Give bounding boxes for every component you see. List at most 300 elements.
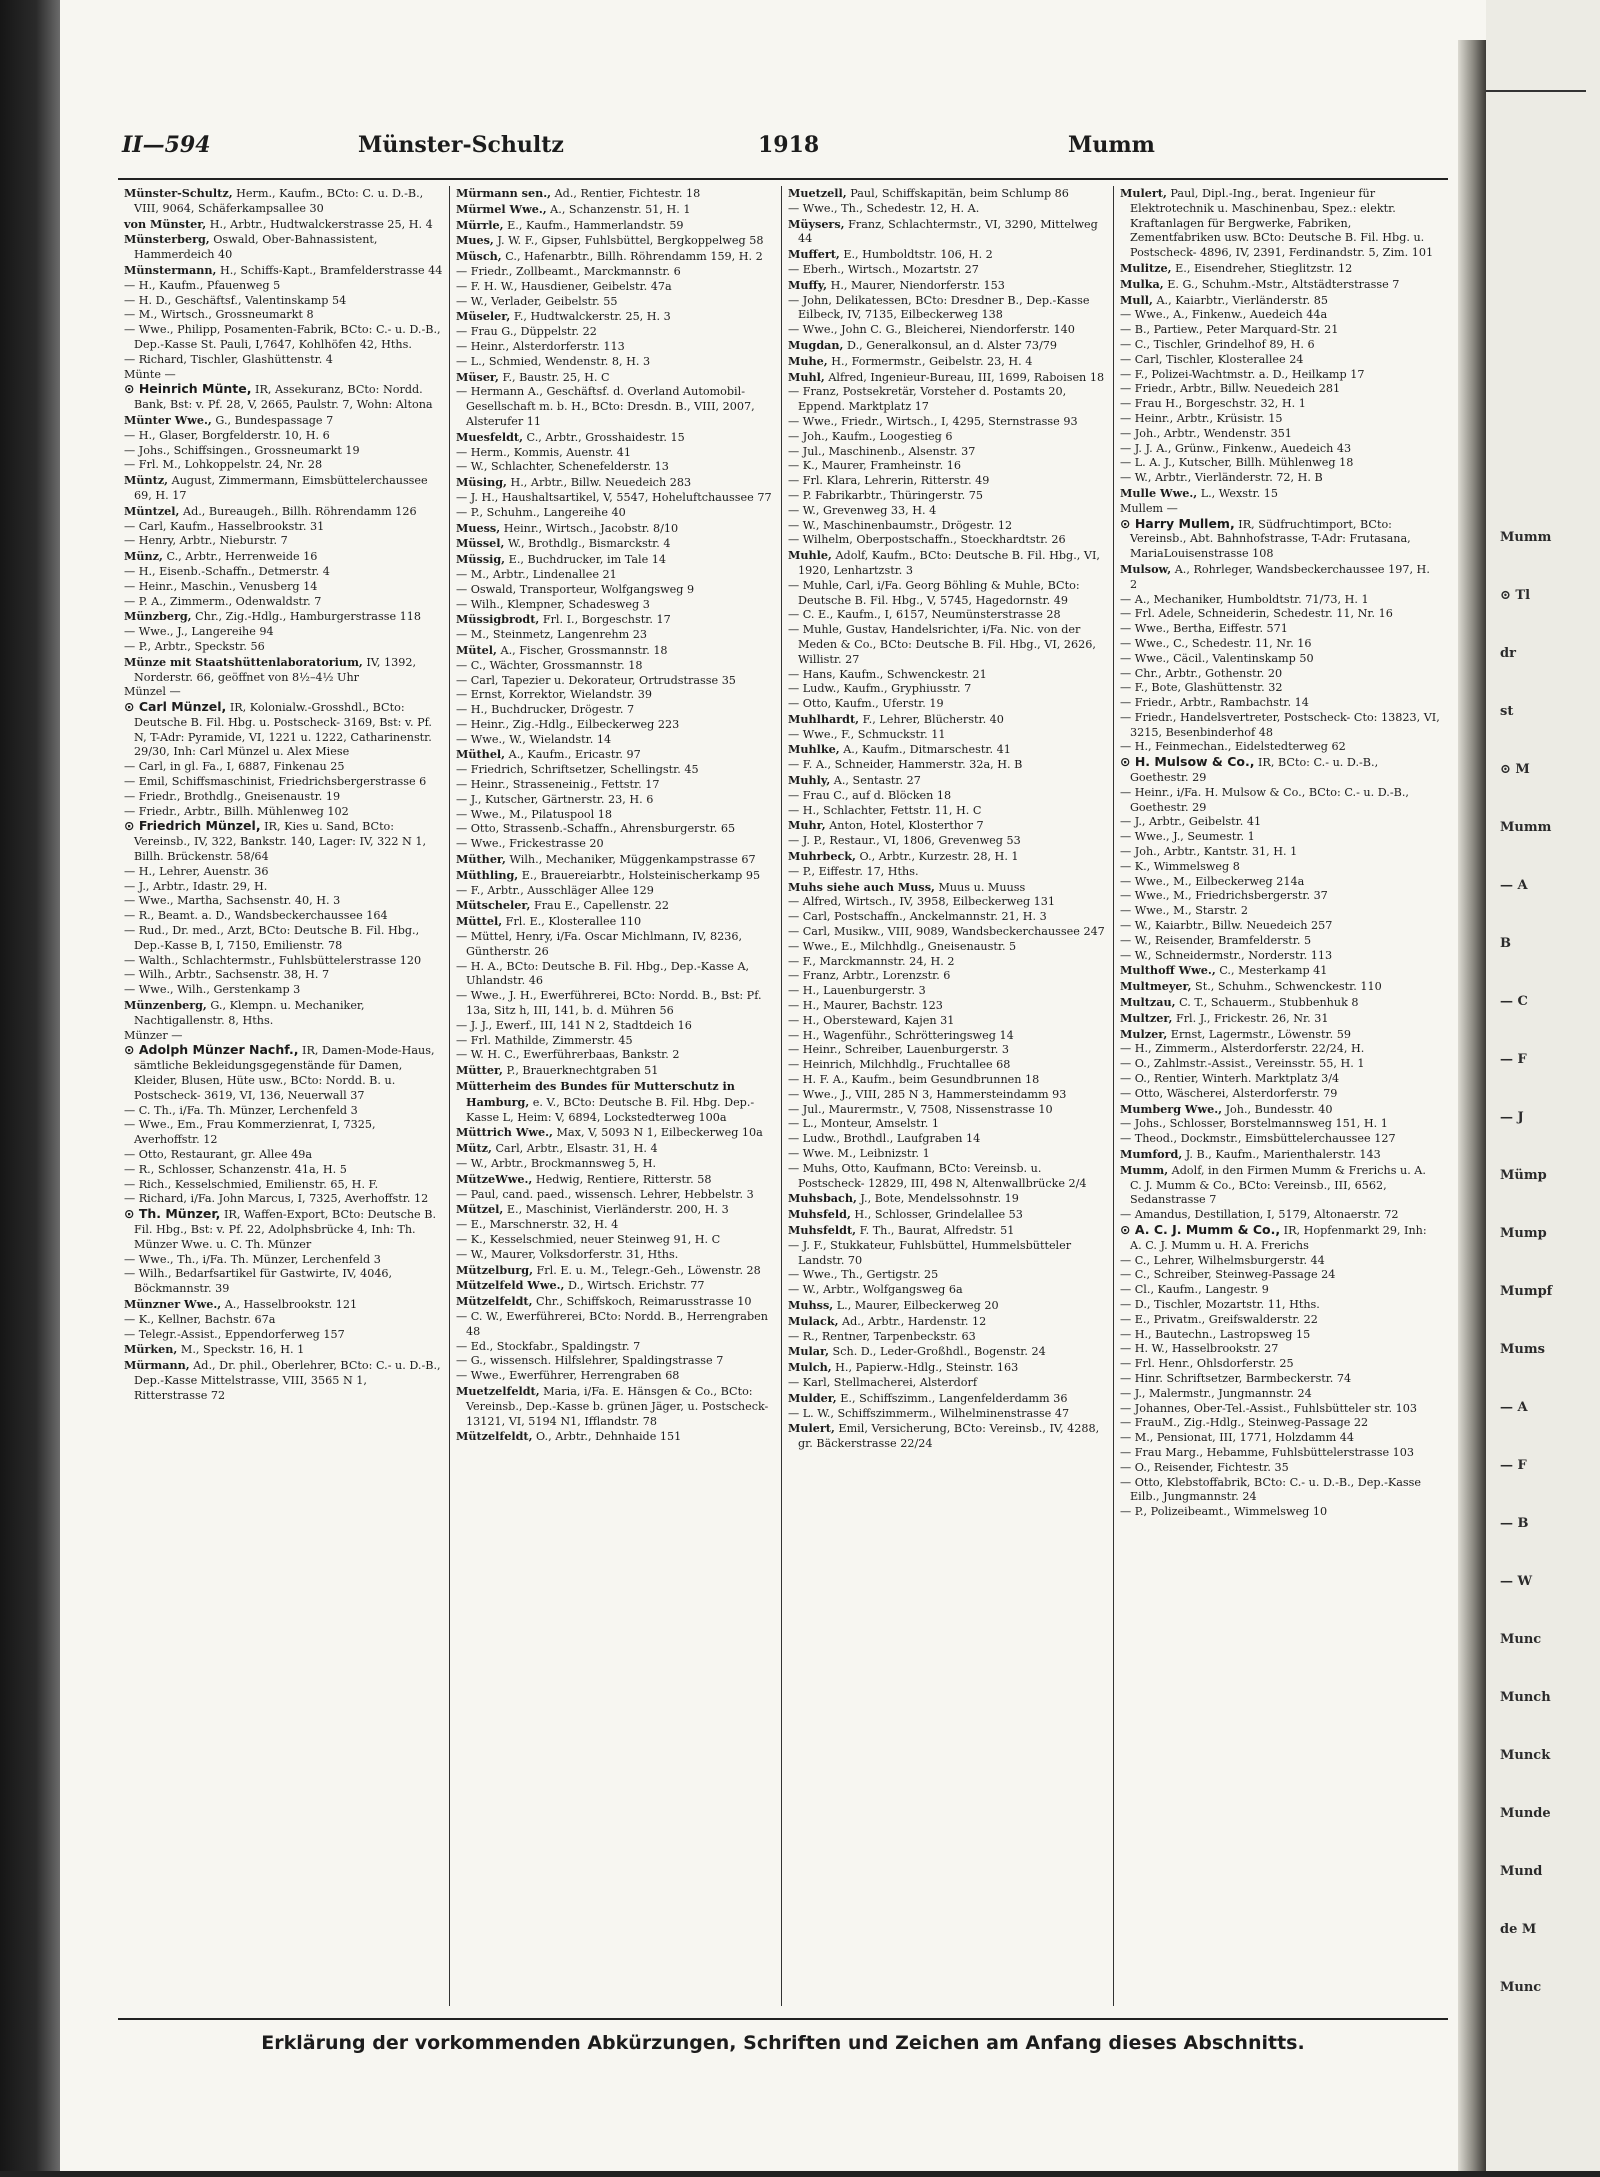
directory-entry: — Rud., Dr. med., Arzt, BCto: Deutsche B. Fil. Hbg., Dep.-Kasse B, I, 7150, Emilienstr. 78 — [124, 924, 420, 952]
directory-entry: — Friedr., Arbtr., Billw. Neuedeich 281 — [1120, 382, 1341, 396]
entry-details: Ad., Rentier, Fichtestr. 18 — [551, 187, 701, 200]
entry-details: H., Maurer, Niendorferstr. 153 — [827, 278, 1005, 292]
column-2 — [450, 186, 782, 2006]
directory-entry: — L. W., Schiffszimmerm., Wilhelminenstrasse 47 — [788, 1406, 1070, 1420]
directory-entry: — H., Bautechn., Lastropsweg 15 — [1120, 1327, 1311, 1341]
directory-entry: — R., Rentner, Tarpenbeckstr. 63 — [788, 1329, 976, 1343]
entry-name: Multhoff Wwe., — [1120, 963, 1216, 978]
entry-name: Muhl, — [788, 369, 825, 384]
entry-details: Paul, Dipl.-Ing., berat. Ingenieur für Elektrotechnik u. Maschinenbau, Spez.: elektr. Kraftanlagen für Bergwerke, Fabriken, Zementfabriken usw. BCto: Deutsche B. Fil. Hbg. u. Postscheck- 4896, IV, 2391, Ferdinandstr. 5, Zim. 101 — [1130, 187, 1434, 260]
directory-entry: — Wwe., Th., Gertigstr. 25 — [788, 1268, 939, 1282]
directory-entry — [456, 309, 775, 325]
entry-name: Mürmann, — [124, 1358, 190, 1373]
edition-year: 1918 — [758, 132, 820, 158]
directory-entry: — Otto, Restaurant, gr. Allee 49a — [124, 1148, 313, 1161]
entry-range: Münster-Schultz — [358, 132, 564, 158]
entry-details: Emil, Versicherung, BCto: Vereinsb., IV, 4288, gr. Bäckerstrasse 22/24 — [798, 1422, 1100, 1451]
entry-name: Münzner Wwe., — [124, 1296, 222, 1311]
directory-entry: — C., Lehrer, Wilhelmsburgerstr. 44 — [1120, 1253, 1325, 1267]
entry-details: Chr., Zig.-Hdlg., Hamburgerstrasse 118 — [191, 610, 421, 624]
directory-entry: — Heinr., i/Fa. H. Mulsow & Co., BCto: C.- u. D.-B., Goethestr. 29 — [1120, 785, 1409, 814]
directory-entry: — P., Polizeibeamt., Wimmelsweg 10 — [1120, 1505, 1328, 1519]
entry-name: Münze mit Staatshüttenlaboratorium, — [124, 654, 363, 669]
adjacent-fragment: Munc — [1500, 1980, 1542, 1995]
directory-entry — [456, 249, 775, 265]
directory-entry: — Jul., Maurermstr., V, 7508, Nissenstrasse 10 — [788, 1102, 1053, 1116]
entry-name: Mulack, — [788, 1313, 839, 1328]
entry-details: Alfred, Ingenieur-Bureau, III, 1699, Raboisen 18 — [824, 370, 1105, 384]
directory-entry: — D., Tischler, Mozartstr. 11, Hths. — [1120, 1297, 1320, 1311]
entry-details: F., Lehrer, Blücherstr. 40 — [859, 712, 1004, 726]
directory-columns — [118, 186, 1448, 2006]
entry-name: Münster-Schultz, — [124, 186, 233, 200]
entry-name: Müttel, — [456, 914, 503, 929]
directory-entry — [1120, 562, 1440, 593]
directory-entry: — Otto, Klebstoffabrik, BCto: C.- u. D.-B., Dep.-Kasse Eilb., Jungmannstr. 24 — [1120, 1475, 1421, 1504]
entry-name: Müther, — [456, 852, 506, 867]
directory-entry: — Wwe., Wilh., Gerstenkamp 3 — [124, 983, 301, 997]
directory-entry: — Wwe., Cäcil., Valentinskamp 50 — [1120, 651, 1314, 665]
entry-details: Frl. E., Klosterallee 110 — [502, 915, 642, 929]
directory-entry: — L., Monteur, Amselstr. 1 — [788, 1117, 940, 1131]
directory-entry — [456, 643, 775, 659]
entry-name: Münzberg, — [124, 609, 192, 624]
entry-name: Muesfeldt, — [456, 429, 523, 444]
directory-entry: — F. A., Schneider, Hammerstr. 32a, H. B — [788, 758, 1023, 772]
entry-details: August, Zimmermann, Eimsbüttelerchaussee 69, H. 17 — [134, 474, 428, 502]
directory-entry — [1120, 293, 1440, 309]
header-rule — [118, 178, 1448, 180]
directory-entry: — C., Wächter, Grossmannstr. 18 — [456, 658, 643, 672]
directory-entry — [788, 247, 1107, 263]
directory-entry — [456, 1294, 775, 1310]
entry-details: D., Generalkonsul, an d. Alster 73/79 — [843, 338, 1057, 352]
column-3 — [782, 186, 1114, 2006]
entry-details: E., Eisendreher, Stieglitzstr. 12 — [1171, 261, 1353, 275]
directory-entry: — J. F., Stukkateur, Fuhlsbüttel, Hummelsbütteler Landstr. 70 — [788, 1238, 1072, 1267]
directory-entry: — Franz, Postsekretär, Vorsteher d. Postamts 20, Eppend. Marktplatz 17 — [788, 385, 1067, 414]
entry-details: C., Arbtr., Herrenweide 16 — [162, 550, 318, 564]
directory-entry: — P., Arbtr., Speckstr. 56 — [124, 639, 265, 653]
directory-entry: — Heinr., Schreiber, Lauenburgerstr. 3 — [788, 1043, 1009, 1057]
directory-entry — [124, 1297, 443, 1313]
directory-entry: — Wwe., A., Finkenw., Auedeich 44a — [1120, 308, 1328, 322]
entry-details: St., Schuhm., Schwenckestr. 110 — [1191, 980, 1382, 994]
entry-details: Ad., Arbtr., Hardenstr. 12 — [838, 1314, 987, 1328]
directory-entry — [1120, 1147, 1440, 1163]
directory-entry: — H., Eisenb.-Schaffn., Detmerstr. 4 — [124, 564, 330, 578]
entry-details: E., Brauereiarbtr., Holsteinischerkamp 95 — [518, 868, 761, 882]
directory-entry — [456, 370, 775, 386]
entry-name: Mützelburg, — [456, 1262, 533, 1277]
entry-details: A., Fischer, Grossmannstr. 18 — [496, 643, 668, 657]
adjacent-page-header-rule — [1486, 90, 1586, 92]
book-gutter — [1458, 40, 1486, 2177]
entry-name: Muhsfeld, — [788, 1207, 851, 1222]
directory-entry: — H., Feinmechan., Eidelstedterweg 62 — [1120, 740, 1346, 754]
entry-details: IR, Damen-Mode-Haus, sämtliche Bekleidungsgegenstände für Damen, Kleider, Blusen, Hüte usw., BCto: Nordd. B. u. Postscheck- 3619, VI, 136, Neuerwall 37 — [134, 1044, 435, 1102]
entry-details: E., Kaufm., Hammerlandstr. 59 — [503, 218, 684, 232]
directory-entry: — K., Wimmelsweg 8 — [1120, 859, 1240, 873]
directory-entry — [456, 898, 775, 914]
entry-name: Mützelfeldt, — [456, 1294, 533, 1309]
directory-entry: — Friedr., Handelsvertreter, Postscheck- Cto: 13823, VI, 3215, Besenbinderhof 48 — [1120, 710, 1440, 739]
directory-entry — [788, 1314, 1107, 1330]
directory-entry — [124, 263, 443, 279]
directory-entry — [456, 868, 775, 884]
directory-entry: — Heinr., Maschin., Venusberg 14 — [124, 579, 318, 593]
directory-entry: — Eberh., Wirtsch., Mozartstr. 27 — [788, 262, 979, 276]
directory-entry — [1120, 995, 1440, 1011]
directory-entry — [456, 1429, 775, 1445]
entry-name: Muffy, — [788, 277, 828, 292]
directory-entry: Münzel — — [124, 685, 181, 699]
adjacent-fragment: Munc — [1500, 1632, 1542, 1647]
entry-name: Muhss, — [788, 1297, 834, 1312]
entry-details: Muus u. Muuss — [934, 880, 1026, 894]
entry-name: MützeWwe., — [456, 1171, 533, 1186]
entry-name: Mulle Wwe., — [1120, 485, 1198, 500]
entry-name: Münstermann, — [124, 262, 217, 277]
entry-name: Mulder, — [788, 1390, 837, 1405]
entry-name: Müthel, — [456, 747, 506, 762]
entry-details: IR, Südfruchtimport, BCto: Vereinsb., Abt. Bahnhofstrasse, T-Adr: Frutasana, MariaLouisenstrasse 108 — [1130, 517, 1411, 561]
directory-entry: — W., Schneidermstr., Norderstr. 113 — [1120, 948, 1333, 962]
directory-entry: — H., Buchdrucker, Drögestr. 7 — [456, 703, 635, 717]
directory-entry: — Frau H., Borgeschstr. 32, H. 1 — [1120, 397, 1306, 411]
directory-entry: — K., Kellner, Bachstr. 67a — [124, 1312, 276, 1326]
directory-entry: — Frau G., Düppelstr. 22 — [456, 325, 597, 339]
entry-details: Joh., Bundesstr. 40 — [1222, 1102, 1333, 1116]
entry-details: G., Klempn. u. Mechaniker, Nachtigallenstr. 8, Hths. — [134, 999, 365, 1027]
directory-entry: — W., Maurer, Volksdorferstr. 31, Hths. — [456, 1247, 679, 1261]
directory-entry: — Wwe., M., Starstr. 2 — [1120, 904, 1248, 918]
directory-entry — [1120, 1011, 1440, 1027]
directory-entry: — Carl, Postschaffn., Anckelmannstr. 21, H. 3 — [788, 910, 1047, 924]
directory-entry: — Frl. Adele, Schneiderin, Schedestr. 11, Nr. 16 — [1120, 607, 1393, 621]
directory-entry — [788, 1421, 1107, 1452]
footer-note: Erklärung der vorkommenden Abkürzungen, Schriften und Zeichen am Anfang dieses Abschnitts. — [261, 2032, 1305, 2054]
entry-details: Franz, Schlachtermstr., VI, 3290, Mittelweg 44 — [798, 217, 1098, 246]
directory-entry: — J. P., Restaur., VI, 1806, Grevenweg 53 — [788, 834, 1021, 848]
entry-name: ⊙ H. Mulsow & Co., — [1120, 754, 1255, 770]
directory-entry: — Richard, Tischler, Glashüttenstr. 4 — [124, 352, 333, 366]
directory-entry: — Muhle, Gustav, Handelsrichter, i/Fa. Nic. von der Meden & Co., BCto: Deutsche B. Fil. Hbg., VI, 2626, Willistr. 27 — [788, 623, 1096, 666]
entry-name: Müsch, — [456, 249, 502, 264]
directory-entry — [124, 186, 443, 217]
entry-name: Müysers, — [788, 216, 845, 231]
entry-details: G., Bundespassage 7 — [211, 413, 334, 427]
directory-entry: — Otto, Wäscherei, Alsterdorferstr. 79 — [1120, 1086, 1338, 1100]
directory-entry: — Wwe., J. H., Ewerführerei, BCto: Nordd. B., Bst: Pf. 13a, Sitz h, III, 141, b. d. Mühren 56 — [456, 989, 762, 1018]
entry-name: ⊙ Th. Münzer, — [124, 1206, 221, 1222]
page-number: II—594 — [122, 132, 211, 158]
directory-entry: — Friedr., Arbtr., Billh. Mühlenweg 102 — [124, 804, 349, 818]
entry-name: Mütter, — [456, 1063, 503, 1078]
directory-entry — [124, 232, 443, 263]
entry-name: Multzau, — [1120, 995, 1176, 1010]
entry-details: D., Wirtsch. Erichstr. 77 — [564, 1279, 705, 1293]
entry-name: Mürmel Wwe., — [456, 201, 547, 216]
directory-entry — [788, 818, 1107, 834]
directory-entry — [788, 1223, 1107, 1239]
directory-entry: — H., Lehrer, Auenstr. 36 — [124, 864, 269, 878]
directory-entry: — H. F. A., Kaufm., beim Gesundbrunnen 18 — [788, 1073, 1040, 1087]
entry-name: Muhlke, — [788, 742, 840, 757]
entry-name: Muetzelfeldt, — [456, 1383, 540, 1398]
directory-entry — [1120, 1027, 1440, 1043]
entry-details: IR, Kies u. Sand, BCto: Vereinsb., IV, 322, Bankstr. 140, Lager: IV, 322 N 1, Billh. Brückenstr. 58/64 — [134, 820, 427, 864]
directory-entry: — Carl, Kaufm., Hasselbrookstr. 31 — [124, 519, 325, 533]
entry-details: P., Brauerknechtgraben 51 — [502, 1064, 659, 1078]
entry-name: Müthling, — [456, 867, 519, 882]
directory-entry: — L. A. J., Kutscher, Billh. Mühlenweg 18 — [1120, 456, 1354, 470]
entry-name: Münz, — [124, 549, 163, 564]
entry-name: Mürmann sen., — [456, 186, 552, 200]
entry-details: IR, Kolonialw.-Grosshdl., BCto: Deutsche B. Fil. Hbg. u. Postscheck- 3169, Bst: v. Pf. N, T-Adr: Pyramide, VI, 1221 u. 1222, Catharinenstr. 29/30, Inh: Carl Münzel u. Alex Miese — [134, 701, 432, 759]
directory-entry: — Wwe., Frickestrasse 20 — [456, 837, 604, 851]
adjacent-fragment: B — [1500, 936, 1511, 951]
entry-details: Wilh., Mechaniker, Müggenkampstrasse 67 — [505, 853, 756, 867]
directory-entry — [456, 1278, 775, 1294]
directory-entry: — P., Eiffestr. 17, Hths. — [788, 864, 919, 878]
directory-entry — [124, 1207, 443, 1252]
directory-entry: — Wwe., Friedr., Wirtsch., I, 4295, Sternstrasse 93 — [788, 414, 1078, 428]
directory-entry — [1120, 1163, 1440, 1208]
directory-entry: — C. E., Kaufm., I, 6157, Neumünsterstrasse 28 — [788, 608, 1061, 622]
directory-entry — [1120, 1223, 1440, 1254]
directory-page — [118, 120, 1448, 2110]
entry-details: W., Brothdlg., Bismarckstr. 4 — [504, 537, 671, 551]
adjacent-fragment: Mumpf — [1500, 1284, 1553, 1299]
directory-entry — [456, 536, 775, 552]
entry-name: Mützelfeldt, — [456, 1429, 533, 1444]
entry-details: O., Arbtr., Dehnhaide 151 — [532, 1430, 682, 1444]
directory-entry: — W., Kaiarbtr., Billw. Neuedeich 257 — [1120, 919, 1333, 933]
directory-entry — [124, 819, 443, 864]
directory-entry: — Frl. Mathilde, Zimmerstr. 45 — [456, 1033, 633, 1047]
directory-entry — [124, 1043, 443, 1103]
directory-entry — [456, 1202, 775, 1218]
entry-details: Carl, Arbtr., Elsastr. 31, H. 4 — [491, 1142, 658, 1156]
entry-name: Mulert, — [788, 1421, 835, 1436]
entry-name: Muhsbach, — [788, 1191, 857, 1206]
directory-entry: — Wilhelm, Oberpostschaffn., Stoeckhardtstr. 26 — [788, 533, 1066, 547]
directory-entry: — E., Marschnerstr. 32, H. 4 — [456, 1218, 619, 1232]
directory-entry — [124, 549, 443, 565]
directory-entry: — FrauM., Zig.-Hdlg., Steinweg-Passage 22 — [1120, 1416, 1369, 1430]
adjacent-fragment: ⊙ M — [1500, 762, 1530, 777]
directory-entry: — Frau C., auf d. Blöcken 18 — [788, 788, 952, 802]
entry-details: E., Maschinist, Vierländerstr. 200, H. 3 — [503, 1203, 729, 1217]
directory-entry: Münte — — [124, 367, 176, 381]
directory-entry: — Wwe., Martha, Sachsenstr. 40, H. 3 — [124, 894, 341, 908]
directory-entry: — Müttel, Henry, i/Fa. Oscar Michlmann, IV, 8236, Güntherstr. 26 — [456, 930, 743, 958]
directory-entry — [124, 1358, 443, 1403]
entry-details: H., Schlosser, Grindelallee 53 — [850, 1208, 1023, 1222]
entry-details: IR, Assekuranz, BCto: Nordd. Bank, Bst: v. Pf. 28, V, 2665, Paulstr. 7, Wohn: Altona — [134, 383, 433, 412]
entry-name: Münzenberg, — [124, 998, 207, 1013]
entry-details: E. G., Schuhm.-Mstr., Altstädterstrasse 7 — [1163, 277, 1400, 291]
directory-entry: — W., Maschinenbaumstr., Drögestr. 12 — [788, 518, 1013, 532]
directory-entry: — H. W., Hasselbrookstr. 27 — [1120, 1342, 1279, 1356]
entry-name: Mumford, — [1120, 1147, 1183, 1161]
adjacent-fragment: Mund — [1500, 1864, 1543, 1879]
directory-entry — [456, 202, 775, 218]
directory-entry — [456, 521, 775, 537]
entry-details: e. V., BCto: Deutsche B. Fil. Hbg. Dep.-Kasse L, Heim: V, 6894, Lockstedterweg 100a — [466, 1095, 755, 1124]
directory-entry: — Theod., Dockmstr., Eimsbüttelerchaussee 127 — [1120, 1132, 1396, 1146]
directory-entry: — F., Arbtr., Ausschläger Allee 129 — [456, 883, 654, 897]
directory-entry: — Carl, Tapezier u. Dekorateur, Ortrudstrasse 35 — [456, 673, 736, 687]
directory-entry — [456, 612, 775, 628]
directory-entry — [124, 413, 443, 429]
entry-name: Muhe, — [788, 353, 828, 368]
directory-entry: — Wwe., Ewerführer, Herrengraben 68 — [456, 1369, 680, 1383]
directory-entry — [456, 914, 775, 930]
directory-entry: — John, Delikatessen, BCto: Dresdner B., Dep.-Kasse Eilbeck, IV, 7135, Eilbeckerweg 138 — [788, 293, 1090, 322]
directory-entry: — Wwe., Bertha, Eiffestr. 571 — [1120, 622, 1288, 636]
directory-entry — [456, 186, 775, 202]
directory-entry: — Hinr. Schriftsetzer, Barmbeckerstr. 74 — [1120, 1371, 1352, 1385]
directory-entry: — Frl. Klara, Lehrerin, Ritterstr. 49 — [788, 474, 990, 488]
directory-entry: Mullem — — [1120, 501, 1178, 515]
directory-entry — [124, 700, 443, 760]
adjacent-page-fragment — [1486, 0, 1600, 2177]
directory-entry: — Joh., Arbtr., Kantstr. 31, H. 1 — [1120, 845, 1298, 859]
directory-entry: — Joh., Kaufm., Loogestieg 6 — [788, 429, 953, 443]
entry-name: Mütscheler, — [456, 898, 531, 913]
directory-entry — [788, 370, 1107, 386]
directory-entry: — Emil, Schiffsmaschinist, Friedrichsbergerstrasse 6 — [124, 775, 427, 789]
directory-entry: — Ed., Stockfabr., Spaldingstr. 7 — [456, 1339, 641, 1353]
directory-entry — [788, 186, 1107, 202]
adjacent-fragment: st — [1500, 704, 1514, 719]
entry-details: E., Buchdrucker, im Tale 14 — [505, 553, 666, 567]
entry-range-end: Mumm — [1068, 132, 1155, 158]
directory-entry — [456, 552, 775, 568]
directory-entry: — Wwe., M., Pilatuspool 18 — [456, 807, 613, 821]
directory-entry: — Wwe. M., Leibnizstr. 1 — [788, 1147, 930, 1160]
column-4 — [1114, 186, 1446, 2006]
directory-entry: — Otto, Kaufm., Uferstr. 19 — [788, 697, 944, 711]
entry-details: M., Speckstr. 16, H. 1 — [177, 1343, 305, 1357]
directory-entry: — W., Grevenweg 33, H. 4 — [788, 503, 937, 517]
entry-name: Müssel, — [456, 536, 505, 551]
entry-details: Frl. J., Frickestr. 26, Nr. 31 — [1172, 1011, 1329, 1025]
adjacent-fragment: — A — [1500, 878, 1528, 893]
directory-entry: — H., Obersteward, Kajen 31 — [788, 1013, 955, 1027]
entry-details: Chr., Schiffskoch, Reimarusstrasse 10 — [532, 1295, 752, 1309]
entry-name: Mulch, — [788, 1360, 832, 1375]
entry-details: Adolf, Kaufm., BCto: Deutsche B. Fil. Hbg., VI, 1920, Lenhartzstr. 3 — [798, 549, 1100, 577]
directory-entry: — C. W., Ewerführerei, BCto: Nordd. B., Herrengraben 48 — [456, 1309, 768, 1338]
directory-entry: — Richard, i/Fa. John Marcus, I, 7325, Averhoffstr. 12 — [124, 1192, 429, 1206]
directory-entry: — Carl, Musikw., VIII, 9089, Wandsbeckerchaussee 247 — [788, 925, 1105, 939]
directory-entry — [124, 217, 443, 233]
entry-details: A., Kaufm., Ericastr. 97 — [505, 748, 641, 762]
directory-entry: — Friedr., Arbtr., Rambachstr. 14 — [1120, 696, 1309, 710]
entry-details: F., Baustr. 25, H. C — [498, 370, 610, 384]
directory-entry — [788, 1344, 1107, 1360]
entry-name: Multmeyer, — [1120, 979, 1192, 994]
adjacent-fragment: Mums — [1500, 1342, 1545, 1357]
footer-rule — [118, 2018, 1448, 2020]
entry-name: ⊙ Adolph Münzer Nachf., — [124, 1042, 299, 1058]
entry-details: Frl. I., Borgeschstr. 17 — [539, 613, 671, 627]
directory-entry: — J. J. A., Grünw., Finkenw., Auedeich 43 — [1120, 441, 1352, 455]
entry-details: A., Kaufm., Ditmarschestr. 41 — [839, 743, 1011, 757]
entry-details: Adolf, in den Firmen Mumm & Frerichs u. A. C. J. Mumm & Co., BCto: Vereinsb., III, 6562, Sedanstrasse 7 — [1130, 1163, 1426, 1207]
directory-entry: — Oswald, Transporteur, Wolfgangsweg 9 — [456, 582, 695, 596]
directory-entry: — J., Arbtr., Idastr. 29, H. — [124, 879, 268, 893]
directory-entry: — F., Bote, Glashüttenstr. 32 — [1120, 681, 1283, 695]
entry-details: A., Schanzenstr. 51, H. 1 — [546, 202, 691, 216]
entry-details: IR, Waffen-Export, BCto: Deutsche B. Fil. Hbg., Bst: v. Pf. 22, Adolphsbrücke 4, Inh: Th. Münzer Wwe. u. C. Th. Münzer — [134, 1208, 437, 1251]
directory-entry: — R., Beamt. a. D., Wandsbeckerchaussee 164 — [124, 909, 388, 923]
entry-details: L., Wexstr. 15 — [1197, 486, 1279, 500]
directory-entry: — M., Pensionat, III, 1771, Holzdamm 44 — [1120, 1431, 1355, 1445]
entry-details: A., Sentastr. 27 — [830, 774, 921, 788]
directory-entry: — F., Marckmannstr. 24, H. 2 — [788, 954, 955, 968]
entry-details: J., Bote, Mendelssohnstr. 19 — [856, 1192, 1019, 1206]
directory-entry — [1120, 963, 1440, 979]
entry-details: C., Mesterkamp 41 — [1215, 964, 1328, 978]
directory-entry: — Johannes, Ober-Tel.-Assist., Fuhlsbütteler str. 103 — [1120, 1401, 1417, 1415]
directory-entry: — H., Lauenburgerstr. 3 — [788, 984, 926, 998]
directory-entry — [1120, 486, 1440, 502]
directory-entry: — M., Steinmetz, Langenrehm 23 — [456, 628, 648, 642]
entry-name: Müseler, — [456, 309, 511, 324]
entry-details: Maria, i/Fa. E. Hänsgen & Co., BCto: Vereinsb., Dep.-Kasse b. grünen Jäger, u. Postscheck- 13121, VI, 5194 N1, Ifflandstr. 78 — [466, 1384, 769, 1428]
entry-name: ⊙ Friedrich Münzel, — [124, 818, 261, 834]
directory-entry: — Wwe., M., Friedrichsbergerstr. 37 — [1120, 889, 1328, 903]
adjacent-fragment: ⊙ Tl — [1500, 588, 1531, 603]
entry-details: H., Papierw.-Hdlg., Steinstr. 163 — [831, 1361, 1019, 1375]
directory-entry: — O., Zahlmstr.-Assist., Vereinsstr. 55, H. 1 — [1120, 1057, 1365, 1071]
adjacent-fragment: de M — [1500, 1922, 1537, 1937]
directory-entry: — Alfred, Wirtsch., IV, 3958, Eilbeckerweg 131 — [788, 895, 1056, 909]
entry-details: Anton, Hotel, Klosterthor 7 — [825, 819, 984, 833]
entry-name: Muhlhardt, — [788, 711, 860, 726]
directory-entry: — C. Th., i/Fa. Th. Münzer, Lerchenfeld 3 — [124, 1103, 358, 1117]
directory-entry: — Franz, Arbtr., Lorenzstr. 6 — [788, 969, 951, 983]
directory-entry — [1120, 517, 1440, 562]
directory-entry: — Wwe., John C. G., Bleicherei, Niendorferstr. 140 — [788, 323, 1075, 337]
directory-entry: — P. A., Zimmerm., Odenwaldstr. 7 — [124, 594, 322, 608]
directory-entry: — G., wissensch. Hilfslehrer, Spaldingstrasse 7 — [456, 1354, 724, 1368]
directory-entry — [456, 1172, 775, 1188]
directory-entry: — Muhs, Otto, Kaufmann, BCto: Vereinsb. u. Postscheck- 12829, III, 498 N, Altenwallbrücke 2/4 — [788, 1161, 1087, 1190]
directory-entry — [456, 1141, 775, 1157]
directory-entry: — E., Privatm., Greifswalderstr. 22 — [1120, 1312, 1318, 1326]
directory-entry: — O., Rentier, Winterh. Marktplatz 3/4 — [1120, 1072, 1340, 1086]
directory-entry: — J. H., Haushaltsartikel, V, 5547, Hoheluftchaussee 77 — [456, 490, 772, 504]
directory-entry: — C., Schreiber, Steinweg-Passage 24 — [1120, 1268, 1336, 1282]
entry-name: von Münster, — [124, 216, 207, 231]
directory-entry: — Johs., Schlosser, Borstelmannsweg 151, H. 1 — [1120, 1117, 1388, 1131]
directory-entry: — H. A., BCto: Deutsche B. Fil. Hbg., Dep.-Kasse A, Uhlandstr. 46 — [456, 959, 750, 988]
scan-shadow-left — [0, 0, 60, 2177]
directory-entry: — W., Arbtr., Brockmannsweg 5, H. — [456, 1157, 657, 1170]
entry-details: Ad., Dr. phil., Oberlehrer, BCto: C.- u. D.-B., Dep.-Kasse Mittelstrasse, VIII, 3565 N 1, Ritterstrasse 72 — [134, 1359, 441, 1402]
entry-name: Mugdan, — [788, 337, 844, 352]
entry-name: Müntzel, — [124, 503, 180, 518]
entry-name: Mützelfeld Wwe., — [456, 1278, 565, 1293]
directory-entry: — F., Polizei-Wachtmstr. a. D., Heilkamp 17 — [1120, 367, 1365, 381]
adjacent-fragment: Mump — [1500, 1226, 1547, 1241]
directory-entry: — H., Glaser, Borgfelderstr. 10, H. 6 — [124, 428, 330, 442]
